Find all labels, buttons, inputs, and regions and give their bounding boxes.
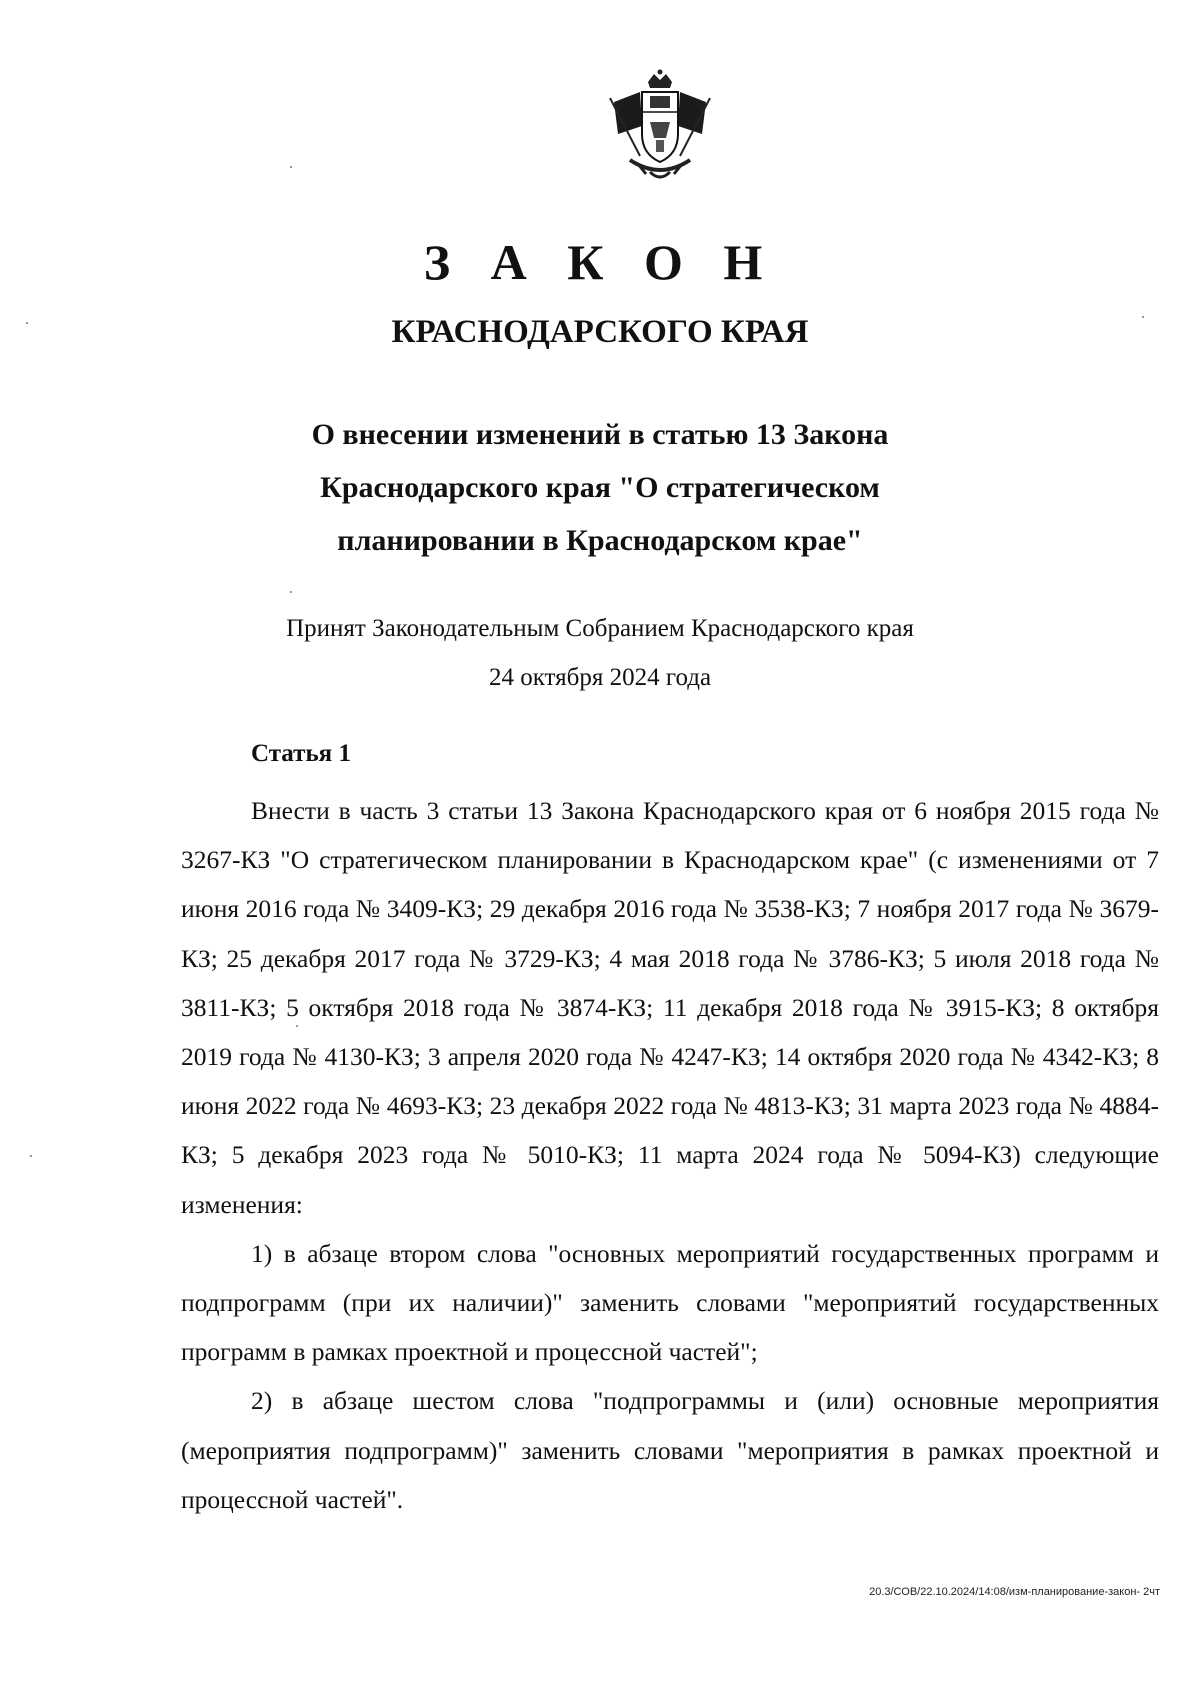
adoption-body: Принят Законодательным Собранием Краснодарского края [286, 615, 914, 642]
article-heading: Статья 1 [251, 740, 351, 767]
article-paragraph: 2) в абзаце шестом слова "подпрограммы и (или) основные мероприятия (мероприятия подпрограмм)" заменить словами "мероприятия в рамках проектной и процессной частей". [181, 1386, 1159, 1514]
scan-speck [296, 1025, 298, 1027]
law-subject-line: планировании в Краснодарском крае" [337, 524, 863, 557]
law-subject-line: Краснодарского края "О стратегическом [320, 471, 880, 504]
article-paragraph: Внести в часть 3 статьи 13 Закона Краснодарского края от 6 ноября 2015 года № 3267-КЗ "О стратегическом планировании в Краснодарском крае" (с изменениями от 7 июня 2016 года № 3409-КЗ; 29 декабря 2016 года № 3538-КЗ; 7 ноября 2017 года № 3679-КЗ; 25 декабря 2017 года № 3729-КЗ; 4 мая 2018 года № 3786-КЗ; 5 июля 2018 года № 3811-КЗ; 5 октября 2018 года № 3874-КЗ; 11 декабря 2018 года № 3915-КЗ; 8 октября 2019 года № 4130-КЗ; 3 апреля 2020 года № 4247-КЗ; 14 октября 2020 года № 4342-КЗ; 8 июня 2022 года № 4693-КЗ; 23 декабря 2022 года № 4813-КЗ; 31 марта 2023 года № 4884-КЗ; 5 декабря 2023 года № 5010-КЗ; 11 марта 2024 года № 5094-КЗ) следующие изменения: [181, 796, 1159, 1219]
adoption-note [200, 604, 1000, 702]
scan-speck [1142, 316, 1144, 318]
scan-speck [290, 166, 292, 168]
krasnodar-coat-of-arms-icon [600, 68, 720, 188]
law-subject-line: О внесении изменений в статью 13 Закона [311, 418, 889, 451]
scan-speck [290, 591, 292, 593]
article-body [181, 786, 1159, 1524]
region-title: КРАСНОДАРСКОГО КРАЯ [391, 314, 809, 350]
adoption-date: 24 октября 2024 года [488, 664, 712, 691]
law-title: З А К О Н [423, 234, 777, 290]
law-subject [200, 408, 1000, 567]
file-reference: 20.3/СОВ/22.10.2024/14:08/изм-планирование-закон- 2чт [869, 1586, 1160, 1598]
article-paragraph: 1) в абзаце втором слова "основных мероприятий государственных программ и подпрограмм (при их наличии)" заменить словами "мероприятий государственных программ в рамках проектной и процессной частей"; [181, 1238, 1159, 1367]
scan-speck [26, 322, 28, 324]
scan-speck [30, 1155, 32, 1157]
